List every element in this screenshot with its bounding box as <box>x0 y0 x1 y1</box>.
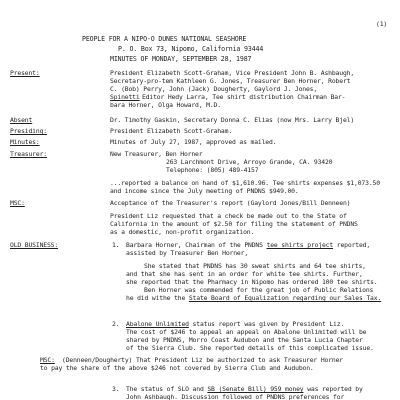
request-line: President Liz requested that a check be made out to the State of <box>110 212 347 220</box>
item1-para: and that she has sent in an order for white tee shirts. Further, <box>126 270 363 278</box>
item3-line: John Ashbaugh. Discussion followed of PNDNS preferences for <box>126 393 345 400</box>
item2-line: Abalone Unlimited status report was given by President Liz. <box>126 320 345 328</box>
item2-line: of the Sierra Club. She reported details of this complicated issue. <box>126 344 374 352</box>
state-board-link: State Board of Equalization regarding our Sales Tax. <box>188 294 382 302</box>
item2-line: shared by PNDNS, Morro Coast Audubon and the Santa Lucia Chapter <box>126 336 363 344</box>
item-number: 3. <box>112 385 120 393</box>
msc2-text: to pay the share of the above $246 not covered by Sierra Club and Audubon. <box>40 364 314 372</box>
present-line: Secretary-pro-tem Kathleen G. Jones, Treasurer Ben Horner, Robert <box>110 77 351 85</box>
sb-959-money: SB (Senate Bill) 959 money <box>207 385 304 393</box>
item2-line: The cost of $246 to appeal an appeal on Abalone Unlimited will be <box>126 328 367 336</box>
item1-para-last: he did withe the State Board of Equalization regarding our Sales Tax. <box>126 294 382 302</box>
present-label: Present: <box>10 69 40 77</box>
presiding-label: Presiding: <box>10 127 47 135</box>
minutes-label: Minutes: <box>10 138 40 146</box>
abalone-unlimited: Abalone Unlimited <box>126 320 189 328</box>
msc-label: MSC: <box>10 199 25 207</box>
treasurer-phone: Telephone: (805) 489-4157 <box>166 166 259 174</box>
msc2-label: MSC: <box>40 356 55 364</box>
present-line: Editor Hedy Larra, Tee shirt distribution Chairman Bar- <box>142 93 346 101</box>
treasurer-report: ...reported a balance on hand of $1,610.96. Tee shirts expenses $1,073.50 <box>110 179 380 187</box>
request-line: California in the amount of $2.50 for filing the statement of PNDNS <box>110 220 358 228</box>
absent-text: Dr. Timothy Gaskin, Secretary Donna C. Elias (now Mrs. Larry Bjel) <box>110 116 355 124</box>
minutes-text: Minutes of July 27, 1987, approved as mailed. <box>110 138 277 146</box>
treasurer-report: and income since the July meeting of PNDNS $949.00. <box>110 187 299 195</box>
present-spinetti: Spinetti <box>110 93 140 101</box>
request-line: as a domestic, non-profit organization. <box>110 228 255 236</box>
item-number: 2. <box>112 320 120 328</box>
item1-line: Barbara Horner, Chairman of the PNDNS tee shirts project reported, <box>126 241 371 249</box>
item1-para: She stated that PNDNS has 30 sweat shirts and 64 tee shirts, <box>144 262 366 270</box>
absent-label: Absent <box>10 116 33 124</box>
old-business-label: OLD BUSINESS: <box>10 241 59 249</box>
tee-shirts-project: tee shirts project <box>266 241 334 249</box>
page-number: (1) <box>376 20 388 28</box>
present-line: bara Horner, Olga Howard, M.D. <box>110 101 221 109</box>
org-title: PEOPLE FOR A NIPO-O DUNES NATIONAL SEASHORE <box>82 35 247 43</box>
item1-line: assisted by Treasurer Ben Horner, <box>126 249 249 257</box>
presiding-text: President Elizabeth Scott-Graham. <box>110 127 233 135</box>
treasurer-name: New Treasurer, Ben Horner <box>110 150 203 158</box>
msc2-text: (Denneen/Dougherty) That President Liz be authorized to ask Treasurer Horner <box>62 356 344 364</box>
msc-text: Acceptance of the Treasurer's report (Gaylord Jones/Bill Denneen) <box>110 199 351 207</box>
item1-para: Ben Horner was commended for the great job of Public Relations <box>144 286 374 294</box>
item-number: 1. <box>112 241 120 249</box>
present-line: C. (Bob) Perry, John (Jack) Dougherty, Gaylord J. Jones, <box>110 85 318 93</box>
item1-para: she reported that the Pharmacy in Nipomo has ordered 100 tee shirts. <box>126 278 378 286</box>
minutes-date: MINUTES OF MONDAY, SEPTEMBER 28, 1987 <box>110 55 252 63</box>
item3-line: The status of SLO and SB (Senate Bill) 959 money was reported by <box>126 385 363 393</box>
treasurer-label: Treasurer: <box>10 150 47 158</box>
org-address: P. O. Box 73, Nipomo, California 93444 <box>118 45 264 53</box>
treasurer-address: 263 Larchmont Drive, Arroyo Grande, CA. 93420 <box>166 158 333 166</box>
present-line: President Elizabeth Scott-Graham, Vice President John B. Ashbaugh, <box>110 69 355 77</box>
